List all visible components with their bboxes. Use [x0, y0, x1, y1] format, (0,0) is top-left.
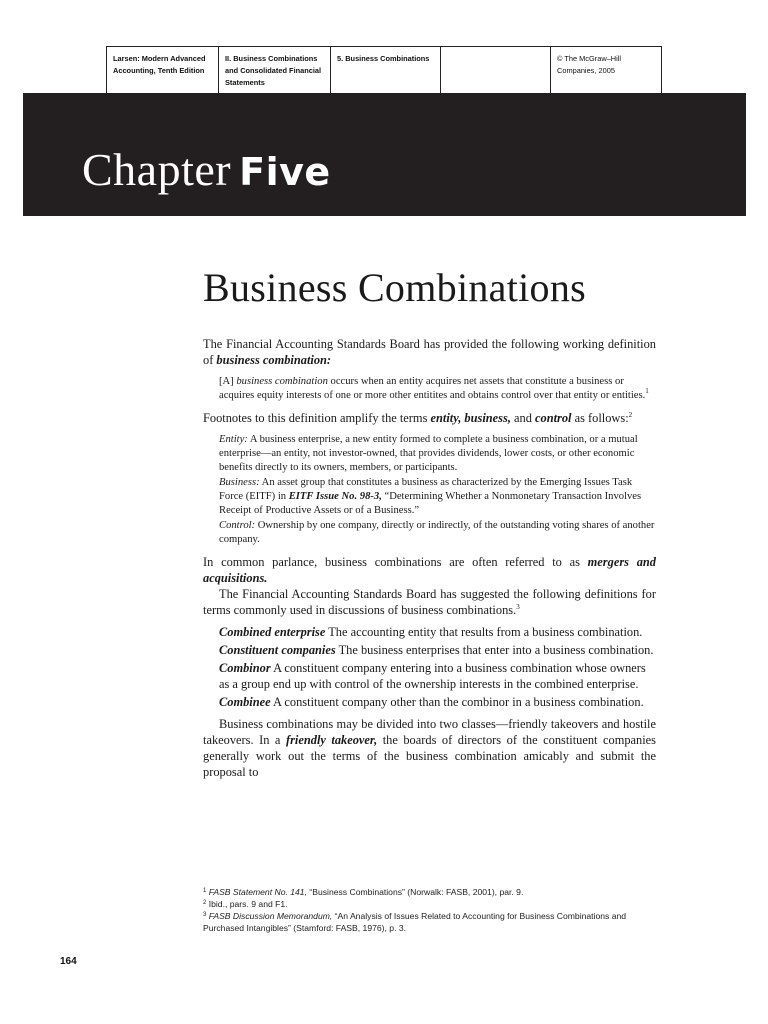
- def-term: Combinor: [219, 661, 271, 675]
- text-run: An asset group that constitutes a business as characterized by the Emerging Issues Task Force (EITF) in: [219, 477, 633, 502]
- header-book-line: Accounting, Tenth Edition: [113, 66, 205, 75]
- definitions-list: [219, 624, 656, 710]
- label-italic: Entity:: [219, 434, 248, 445]
- text-run: as follows:: [571, 411, 629, 425]
- term-business-combination: business combination:: [216, 353, 332, 367]
- header-chapter-title: [330, 47, 440, 93]
- def-term: Constituent companies: [219, 643, 336, 657]
- list-item: [219, 624, 656, 640]
- label-italic: Business:: [219, 477, 260, 488]
- paragraph-classes: [203, 716, 656, 780]
- paragraph-parlance: [203, 554, 656, 586]
- quote-paragraph: [219, 375, 656, 403]
- def-text: The accounting entity that results from a business combination.: [325, 625, 643, 639]
- chapter-banner: [23, 93, 746, 216]
- term-italic: business combination: [236, 376, 328, 387]
- list-item: [219, 660, 656, 692]
- header-chapter-line: 5. Business Combinations: [337, 54, 430, 63]
- list-item: [219, 642, 656, 658]
- header-book-line: Larsen: Modern Advanced: [113, 54, 206, 63]
- header-copyright-line: © The McGraw–Hill: [557, 54, 622, 63]
- footnote-number: 3: [203, 912, 207, 918]
- text-run: In common parlance, business combinations are often referred to as: [203, 555, 588, 569]
- footnote-text: “An Analysis of Issues Related to Accounting for Business Combinations and Purchased Intangibles” (Stamford: FASB, 1976), p. 3.: [203, 911, 627, 933]
- term-entity-business: entity, business,: [430, 411, 511, 425]
- footnote: [203, 898, 653, 910]
- header-part-line: Statements: [225, 78, 265, 87]
- text-run: the boards of directors of the constituent companies generally work out the terms of the business combination amicably and submit the proposal to: [203, 733, 656, 779]
- label-italic: Control:: [219, 520, 256, 531]
- text-run: The Financial Accounting Standards Board has suggested the following definitions for terms commonly used in discussions of business combinations.: [203, 587, 656, 617]
- header-copyright: [550, 47, 662, 93]
- footnote-source: FASB Discussion Memorandum,: [208, 911, 333, 921]
- text-run: “Determining Whether a Nonmonetary Transaction Involves Receipt of Productive Assets or of a Business.”: [219, 491, 642, 516]
- text-run: Business combinations may be divided into two classes—friendly takeovers and hostile takeovers. In a: [203, 717, 656, 747]
- text-run: occurs when an entity acquires net assets that constitute a business or acquires equity interests of one or more other entitites and obtains control over that entity or entities.: [219, 376, 646, 401]
- running-header: [106, 46, 662, 93]
- footnote: [203, 886, 653, 898]
- term-control: control: [535, 411, 572, 425]
- footnote-ref: 3: [516, 603, 520, 611]
- chapter-word: Chapter: [82, 144, 232, 195]
- text-run: and: [510, 411, 536, 425]
- footnote-ref: 1: [645, 387, 649, 395]
- def-term: Combinee: [219, 695, 271, 709]
- term-friendly-takeover: friendly takeover,: [285, 733, 378, 747]
- header-part-line: and Consolidated Financial: [225, 66, 322, 75]
- text-run: Footnotes to this definition amplify the terms: [203, 411, 431, 425]
- header-book-title: [106, 47, 218, 93]
- footnote: [203, 910, 653, 934]
- chapter-number: Five: [239, 150, 331, 194]
- chapter-title: Business Combinations: [203, 265, 586, 310]
- header-part-line: II. Business Combinations: [225, 54, 318, 63]
- footnote-number: 2: [203, 900, 207, 906]
- footnote-source: FASB Statement No. 141,: [208, 887, 307, 897]
- text-run: [A]: [219, 376, 237, 387]
- definition-quote: [219, 375, 656, 403]
- paragraph-footnotes-intro: [203, 410, 656, 426]
- paragraph-fasb-suggested: [203, 586, 656, 618]
- list-item: [219, 694, 656, 710]
- eitf-reference: EITF Issue No. 98-3,: [288, 491, 382, 502]
- business-definition: [219, 476, 656, 518]
- page-number: 164: [60, 956, 77, 967]
- footnote-number: 1: [203, 888, 207, 894]
- text-run: The Financial Accounting Standards Board has provided the following working definition of: [203, 337, 656, 367]
- footnotes: [203, 886, 653, 934]
- chapter-heading: [82, 145, 331, 197]
- paragraph-intro: [203, 336, 656, 368]
- body-text: [203, 336, 656, 780]
- footnote-text: Ibid., pars. 9 and F1.: [208, 899, 288, 909]
- footnote-ref: 2: [628, 411, 633, 419]
- text-run: Ownership by one company, directly or indirectly, of the outstanding voting shares of another company.: [219, 520, 655, 545]
- entity-definition: [219, 433, 656, 475]
- header-copyright-line: Companies, 2005: [557, 66, 615, 75]
- text-run: A business enterprise, a new entity formed to complete a business combination, or a mutual enterprise—an entity, not investor-owned, that provides dividends, lower costs, or other economic benefits directly to its owners, members, or participants.: [219, 434, 638, 473]
- def-text: A constituent company entering into a business combination whose owners as a group end up with control of the ownership interests in the combined enterprise.: [219, 661, 646, 691]
- def-term: Combined enterprise: [219, 625, 326, 639]
- header-empty-cell: [440, 47, 550, 93]
- def-text: The business enterprises that enter into a business combination.: [335, 643, 654, 657]
- term-definitions-quote: [219, 433, 656, 547]
- control-definition: [219, 519, 656, 547]
- footnote-text: “Business Combinations” (Norwalk: FASB, 2001), par. 9.: [306, 887, 524, 897]
- header-part-title: [218, 47, 330, 93]
- def-text: A constituent company other than the combinor in a business combination.: [270, 695, 644, 709]
- term-mergers-acquisitions: mergers and acquisitions.: [203, 555, 656, 585]
